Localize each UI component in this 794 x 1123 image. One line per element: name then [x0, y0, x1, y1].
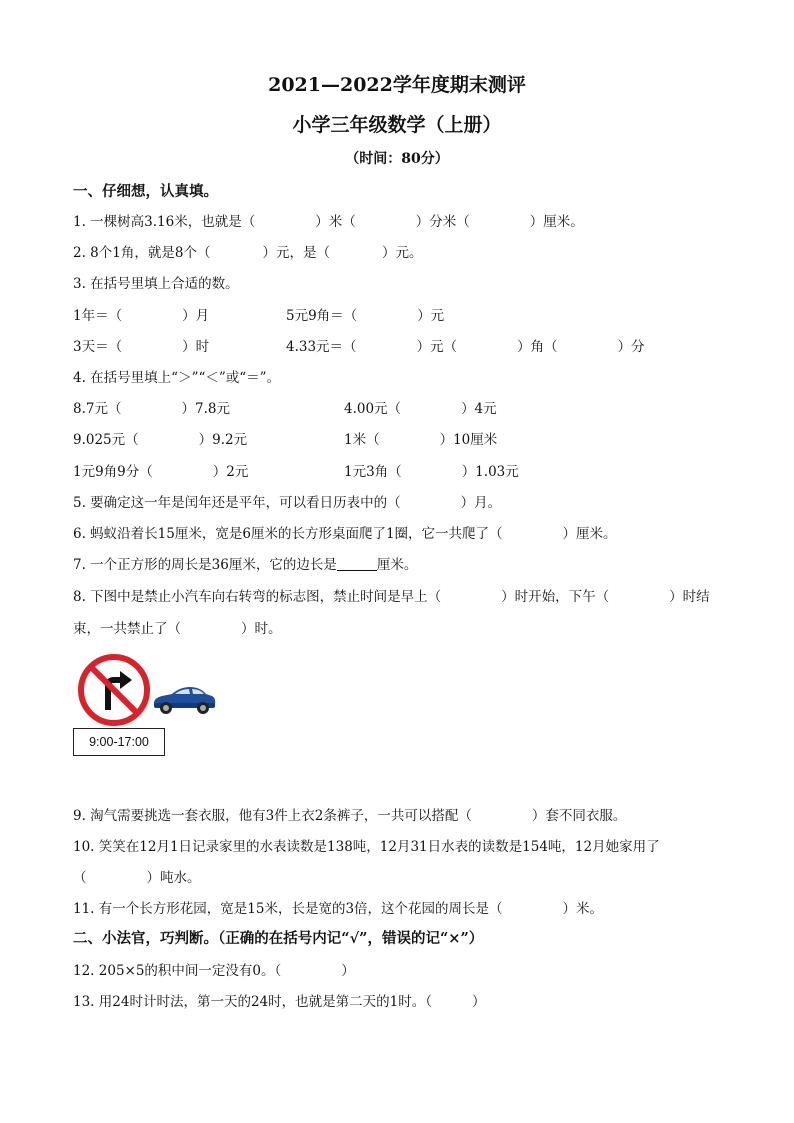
q5-text-a: 5. 要确定这一年是闰年还是平年，可以看日历表中的（ — [73, 495, 401, 511]
question-3-row-2b — [286, 337, 645, 357]
question-6 — [73, 524, 617, 544]
q9-text-b: ）套不同衣服。 — [531, 808, 627, 824]
q4-r3b-right: ）1.03元 — [461, 464, 519, 480]
question-13 — [73, 992, 485, 1012]
question-3-row-1 — [73, 306, 209, 326]
q3-r1b-text: 5元9角＝（ — [286, 308, 358, 324]
q10-text-c: ）吨水。 — [146, 870, 201, 886]
question-7 — [73, 555, 417, 575]
q13-text-b: ） — [471, 994, 486, 1010]
car-icon — [150, 683, 218, 715]
q1-text-b: ）米（ — [315, 214, 356, 230]
section-2-heading: 二、小法官，巧判断。（正确的在括号内记“√”，错误的记“×”） — [73, 930, 484, 947]
question-11 — [73, 899, 603, 919]
question-4-row-3a — [73, 462, 248, 482]
time-label-box: 9:00-17:00 — [73, 728, 165, 756]
q1-text-a: 1. 一棵树高3.16米，也就是（ — [73, 214, 256, 230]
q3-r2b-text: 4.33元＝（ — [286, 339, 357, 355]
q4-r2b-right: ）10厘米 — [439, 432, 498, 448]
answer-underline[interactable] — [337, 556, 377, 571]
time-note: （时间：80分） — [345, 151, 449, 167]
question-10-line-2 — [73, 868, 201, 888]
q1-text-c: ）分米（ — [415, 214, 470, 230]
q4-r2b-left: 1米（ — [344, 432, 380, 448]
q5-text-b: ）月。 — [460, 495, 502, 511]
car-image — [150, 683, 218, 719]
question-5 — [73, 493, 501, 513]
q8-text-d: 束，一共禁止了（ — [73, 621, 181, 637]
q4-r3a-right: ）2元 — [212, 464, 249, 480]
q3-r1a-text: 1年＝（ — [73, 308, 123, 324]
question-1 — [73, 212, 584, 232]
q3-r1b-unit: ）元 — [417, 308, 445, 324]
q10-text-b: （ — [73, 870, 87, 886]
q3-r1a-unit: ）月 — [182, 308, 210, 324]
question-4-row-2b — [344, 430, 497, 450]
q2-text-b: ）元，是（ — [262, 245, 330, 261]
exam-subtitle: 小学三年级数学（上册） — [292, 114, 502, 136]
q4-r1b-left: 4.00元（ — [344, 401, 402, 417]
q2-text-c: ）元。 — [381, 245, 423, 261]
q3-r2b-unit-a: ）元（ — [416, 339, 458, 355]
question-12 — [73, 961, 355, 981]
q8-text-a: 8. 下图中是禁止小汽车向右转弯的标志图，禁止时间是早上（ — [73, 589, 442, 605]
question-3-row-2 — [73, 337, 209, 357]
exam-title: 2021—2022学年度期末测评 — [268, 74, 526, 96]
q3-r2b-unit-c: ）分 — [617, 339, 645, 355]
question-3-stem: 3. 在括号里填上合适的数。 — [73, 276, 239, 292]
q4-r2a-left: 9.025元（ — [73, 432, 139, 448]
q1-text-d: ）厘米。 — [529, 214, 584, 230]
question-4-row-3b — [344, 462, 519, 482]
question-3-row-1b — [286, 306, 444, 326]
section-1-heading: 一、仔细想，认真填。 — [73, 183, 218, 200]
question-10-line-1: 10. 笑笑在12月1日记录家里的水表读数是138吨，12月31日水表的读数是154吨，12月她家用了 — [73, 839, 660, 855]
q4-r1b-right: ）4元 — [461, 401, 497, 417]
question-8-line-2 — [73, 619, 282, 639]
q3-r2a-text: 3天＝（ — [73, 339, 123, 355]
no-right-turn-sign — [78, 654, 150, 730]
question-4-stem: 4. 在括号里填上“＞”“＜”或“＝”。 — [73, 370, 281, 386]
q6-text-a: 6. 蚂蚁沿着长15厘米，宽是6厘米的长方形桌面爬了1圈，它一共爬了（ — [73, 526, 503, 542]
q4-r2a-right: ）9.2元 — [198, 432, 248, 448]
q7-text-a: 7. 一个正方形的周长是36厘米，它的边长是 — [73, 557, 337, 573]
q4-r3b-left: 1元3角（ — [344, 464, 402, 480]
q11-text-a: 11. 有一个长方形花园，宽是15米，长是宽的3倍，这个花园的周长是（ — [73, 901, 503, 917]
q12-text-b: ） — [341, 963, 355, 979]
q3-r2a-unit: ）时 — [182, 339, 210, 355]
q13-text-a: 13. 用24时计时法，第一天的24时，也就是第二天的1时。（ — [73, 994, 432, 1010]
q11-text-b: ）米。 — [562, 901, 604, 917]
q6-text-b: ）厘米。 — [562, 526, 617, 542]
question-9 — [73, 806, 626, 826]
q4-r1a-right: ）7.8元 — [181, 401, 230, 417]
q3-r2b-unit-b: ）角（ — [517, 339, 558, 355]
q12-text-a: 12. 205×5的积中间一定没有0。（ — [73, 963, 282, 979]
question-8-line-1 — [73, 587, 710, 607]
q2-text-a: 2. 8个1角，就是8个（ — [73, 245, 211, 261]
question-4-row-1a — [73, 399, 230, 419]
question-2 — [73, 243, 422, 263]
q8-text-e: ）时。 — [241, 621, 282, 637]
q4-r1a-left: 8.7元（ — [73, 401, 122, 417]
no-right-turn-icon — [78, 654, 150, 726]
q8-text-c: ）时结 — [669, 589, 710, 605]
question-4-row-2a — [73, 430, 247, 450]
q9-text-a: 9. 淘气需要挑选一套衣服，他有3件上衣2条裤子，一共可以搭配（ — [73, 808, 472, 824]
q4-r3a-left: 1元9角9分（ — [73, 464, 153, 480]
q7-text-b: 厘米。 — [376, 557, 418, 573]
question-4-row-1b — [344, 399, 497, 419]
q8-text-b: ）时开始，下午（ — [501, 589, 610, 605]
